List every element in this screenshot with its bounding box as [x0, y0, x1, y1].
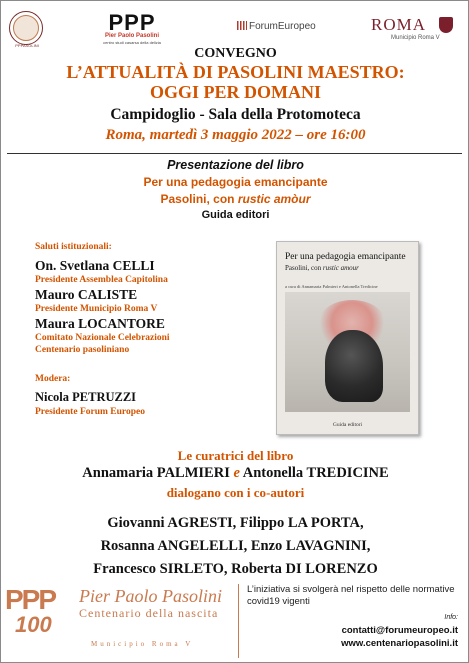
cover-authors: a cura di Annamaria Palmieri e Antonella Tredicine [285, 284, 378, 289]
curators-section [1, 447, 469, 502]
centenary-municipio: Municipio Roma V [91, 640, 194, 648]
forum-europeo-text: ForumEuropeo [249, 21, 316, 32]
speaker-name: Mauro CALISTE [35, 287, 138, 302]
event-header [1, 45, 469, 144]
moderator-name: Nicola PETRUZZI [35, 390, 137, 404]
cover-publisher: Guida editori [332, 422, 363, 428]
centenary-logo [5, 586, 75, 652]
association-logo-text: PPPASOLINI [15, 43, 39, 48]
coauthors-line: Rosanna ANGELELLI, Enzo LAVAGNINI, [100, 538, 371, 554]
ppp-logo [97, 10, 167, 45]
roma-municipio-logo [371, 15, 461, 41]
roma-subtitle: Municipio Roma V [391, 35, 440, 41]
footer [1, 580, 469, 663]
event-title-line1: L’ATTUALITÀ DI PASOLINI MAESTRO: [66, 62, 405, 82]
moderator-role: Presidente Forum Europeo [35, 407, 145, 417]
cover-subtitle-prefix: Pasolini, con [285, 264, 323, 272]
event-title-line2: OGGI PER DOMANI [150, 82, 321, 102]
centenary-text [79, 586, 222, 648]
book-subtitle [1, 191, 469, 208]
contact-email[interactable]: contatti@forumeuropeo.it [341, 625, 458, 636]
divider [7, 153, 462, 154]
book-presentation [1, 157, 469, 223]
book-subtitle-prefix: Pasolini, con [160, 192, 238, 206]
portrait-icon [13, 15, 39, 41]
roma-shield-icon [439, 17, 453, 33]
info-label: Info: [444, 614, 458, 621]
event-kind: CONVEGNO [194, 46, 277, 61]
ppp-logo-subtitle: centro studi casarsa della delizia [103, 40, 161, 45]
forum-europeo-icon [237, 21, 247, 30]
curators-conjunction: e [233, 465, 240, 481]
cover-title: Per una pedagogia emancipante [285, 252, 406, 262]
speaker-name: On. Svetlana CELLI [35, 258, 155, 273]
event-location: Campidoglio - Sala della Protomoteca [110, 106, 361, 123]
pasolini-association-logo [9, 11, 43, 45]
speaker-role: Presidente Municipio Roma V [35, 304, 158, 314]
centenary-name: Pier Paolo Pasolini [79, 586, 222, 606]
speakers-list [35, 241, 265, 418]
event-date: Roma, martedì 3 maggio 2022 – ore 16:00 [105, 127, 366, 143]
curator-name: Antonella TREDICINE [242, 465, 389, 481]
contact-website[interactable]: www.centenariopasolini.it [341, 638, 458, 649]
coauthors-line: Francesco SIRLETO, Roberta DI LORENZO [93, 561, 378, 577]
centenary-mark-100: 100 [15, 612, 52, 637]
dialog-heading: dialogano con i co-autori [166, 485, 305, 500]
covid-notice: L’iniziativa si svolgerà nel rispetto delle normative covid19 vigenti [247, 584, 455, 607]
book-publisher: Guida editori [201, 209, 270, 221]
speaker-role: Comitato Nazionale Celebrazioni [35, 333, 170, 343]
forum-europeo-logo [237, 21, 316, 32]
speaker-role: Presidente Assemblea Capitolina [35, 275, 168, 285]
book-cover-image [276, 241, 419, 435]
curator-name: Annamaria PALMIERI [82, 465, 230, 481]
logo-row [1, 7, 469, 47]
greetings-label: Saluti istituzionali: [35, 242, 112, 252]
book-subtitle-italic: rustic amòur [237, 192, 311, 206]
centenary-mark-ppp: PPP [5, 584, 56, 615]
cover-subtitle-italic: rustic amour [322, 264, 359, 272]
roma-word: ROMA [371, 15, 427, 34]
book-title: Per una pedagogia emancipante [143, 175, 328, 189]
ppp-logo-name: Pier Paolo Pasolini [104, 33, 160, 39]
presentation-heading: Presentazione del libro [167, 158, 304, 172]
moderator-label: Modera: [35, 374, 71, 384]
contacts [341, 624, 458, 650]
speaker-role: Centenario pasoliniano [35, 345, 130, 355]
cover-figure [325, 330, 383, 402]
ppp-mark: PPP [108, 10, 156, 35]
speaker-name: Maura LOCANTORE [35, 316, 165, 331]
coauthors-line: Giovanni AGRESTI, Filippo LA PORTA, [107, 515, 364, 531]
curators-names [1, 464, 469, 483]
cover-subtitle [285, 264, 412, 272]
coauthors-list [1, 512, 469, 581]
curators-heading: Le curatrici del libro [177, 448, 294, 463]
footer-divider [238, 584, 239, 658]
centenary-subtitle: Centenario della nascita [79, 606, 219, 620]
